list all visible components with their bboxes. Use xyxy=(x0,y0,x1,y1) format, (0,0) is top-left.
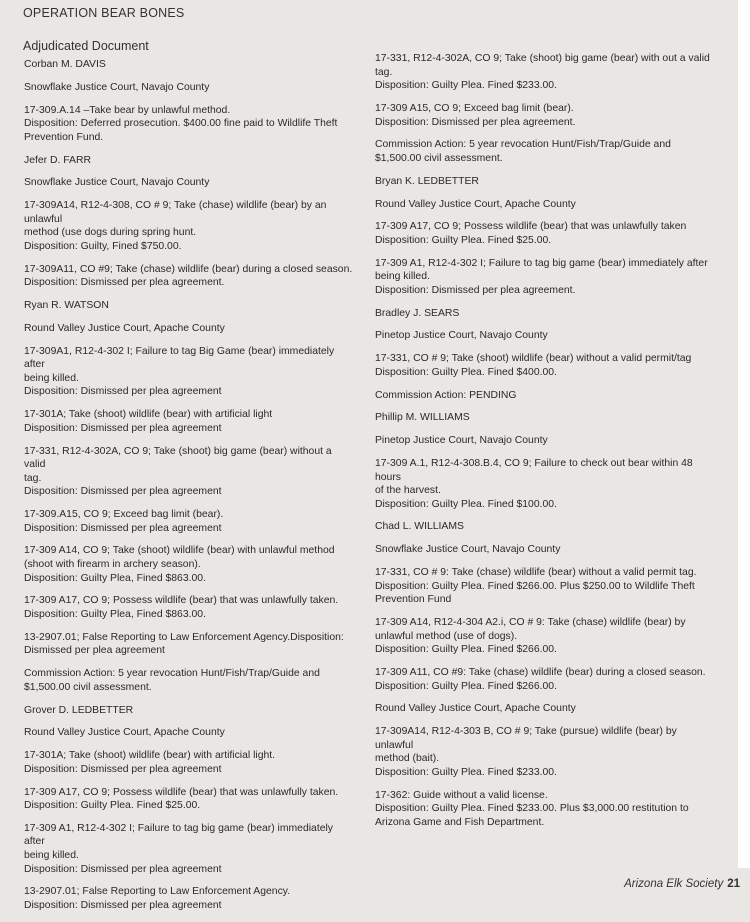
text-line: being killed. xyxy=(375,271,430,283)
left-column xyxy=(24,58,354,922)
text-line: Disposition: Dismissed per plea agreement. xyxy=(375,284,576,296)
text-line: Disposition: Dismissed per plea agreement xyxy=(24,900,222,912)
page-edge-strip xyxy=(738,0,750,868)
text-line: 13-2907.01; False Reporting to Law Enforcement Agency. xyxy=(24,886,291,898)
text-line: Commission Action: 5 year revocation Hunt/Fish/Trap/Guide and xyxy=(24,668,320,680)
page-footer xyxy=(624,878,740,890)
text-line: Bryan K. LEDBETTER xyxy=(375,175,479,187)
text-line: Disposition: Dismissed per plea agreement. xyxy=(375,116,576,128)
text-line: $1,500.00 civil assessment. xyxy=(24,681,152,693)
text-line: 17-309 A1, R12-4-302 I; Failure to tag big game (bear) immediately after xyxy=(24,822,333,848)
text-line: Disposition: Guilty Plea. Fined $266.00. Plus $250.00 to Wildlife Theft xyxy=(375,580,695,592)
text-line: Disposition: Dismissed per plea agreement xyxy=(24,486,222,498)
text-line: unlawful method (use of dogs). xyxy=(375,630,518,642)
text-line: 17-309.A15, CO 9; Exceed bag limit (bear). xyxy=(24,509,224,521)
court-name xyxy=(375,434,715,448)
charge-entry xyxy=(24,104,354,145)
text-line: Round Valley Justice Court, Apache County xyxy=(24,727,225,739)
charge-entry xyxy=(24,345,354,399)
charge-entry xyxy=(24,199,354,253)
text-line: Round Valley Justice Court, Apache County xyxy=(375,198,576,210)
charge-entry xyxy=(24,631,354,658)
text-line: Disposition: Dismissed per plea agreement xyxy=(24,763,222,775)
text-line: Disposition: Guilty Plea. Fined $233.00. xyxy=(375,766,557,778)
text-line: Jefer D. FARR xyxy=(24,154,91,166)
court-name xyxy=(24,322,354,336)
text-line: being killed. xyxy=(24,850,79,862)
text-line: 17-309 A.1, R12-4-308.B.4, CO 9; Failure to check out bear within 48 hours xyxy=(375,457,693,483)
charge-entry xyxy=(375,789,715,830)
charge-entry xyxy=(375,138,715,165)
text-line: Disposition: Guilty Plea. Fined $25.00. xyxy=(375,234,552,246)
text-line: Disposition: Guilty Plea. Fined $100.00. xyxy=(375,498,557,510)
text-line: Snowflake Justice Court, Navajo County xyxy=(24,81,210,93)
charge-entry xyxy=(24,822,354,876)
text-line: Corban M. DAVIS xyxy=(24,59,106,70)
charge-entry xyxy=(375,52,715,93)
article-title: OPERATION BEAR BONES xyxy=(23,6,185,20)
text-line: Disposition: Dismissed per plea agreement xyxy=(24,863,222,875)
text-line: being killed. xyxy=(24,372,79,384)
text-line: Disposition: Guilty Plea. Fined $233.00. xyxy=(375,80,557,92)
text-line: (shoot with firearm in archery season). xyxy=(24,559,201,571)
text-line: $1,500.00 civil assessment. xyxy=(375,152,503,164)
text-line: Phillip M. WILLIAMS xyxy=(375,412,470,424)
charge-entry xyxy=(375,566,715,607)
text-line: Commission Action: PENDING xyxy=(375,389,517,401)
charge-entry xyxy=(24,263,354,290)
charge-entry xyxy=(375,220,715,247)
text-line: 17-309 A14, CO 9; Take (shoot) wildlife (bear) with unlawful method xyxy=(24,545,335,557)
text-line: Arizona Game and Fish Department. xyxy=(375,816,545,828)
publication-name: Arizona Elk Society xyxy=(624,878,724,890)
text-line: Snowflake Justice Court, Navajo County xyxy=(24,177,210,189)
text-line: 17-362: Guide without a valid license. xyxy=(375,789,548,801)
court-name xyxy=(375,198,715,212)
text-line: Disposition: Guilty Plea. Fined $25.00. xyxy=(24,800,201,812)
text-line: Pinetop Justice Court, Navajo County xyxy=(375,435,548,447)
text-line: 17-309 A14, R12-4-304 A2.i, CO # 9: Take (chase) wildlife (bear) by xyxy=(375,617,686,628)
defendant-name xyxy=(24,299,354,313)
charge-entry xyxy=(24,508,354,535)
text-line: 13-2907.01; False Reporting to Law Enforcement Agency.Disposition: xyxy=(24,631,344,643)
defendant-name xyxy=(375,307,715,321)
defendant-name xyxy=(24,704,354,718)
text-line: Disposition: Guilty Plea. Fined $266.00. xyxy=(375,644,557,656)
court-name xyxy=(24,726,354,740)
charge-entry xyxy=(375,102,715,129)
text-line: Disposition: Guilty Plea, Fined $863.00. xyxy=(24,609,206,621)
text-line: 17-309A11, CO #9; Take (chase) wildlife (bear) during a closed season. xyxy=(24,263,353,275)
charge-entry xyxy=(24,667,354,694)
text-line: Disposition: Guilty Plea. Fined $233.00. Plus $3,000.00 restitution to xyxy=(375,803,689,815)
court-name xyxy=(24,176,354,190)
charge-entry xyxy=(375,666,715,693)
text-line: Disposition: Guilty Plea, Fined $863.00. xyxy=(24,572,206,584)
text-line: 17-331, CO # 9; Take (shoot) wildlife (bear) without a valid permit/tag xyxy=(375,353,692,365)
charge-entry xyxy=(375,457,715,511)
text-line: Ryan R. WATSON xyxy=(24,300,109,312)
text-line: 17-309A1, R12-4-302 I; Failure to tag Big Game (bear) immediately after xyxy=(24,345,335,371)
text-line: tag. xyxy=(24,472,42,484)
right-column xyxy=(375,52,715,839)
article-subtitle: Adjudicated Document xyxy=(23,39,149,53)
text-line: 17-309 A17, CO 9; Possess wildlife (bear) that was unlawfully taken xyxy=(375,221,687,233)
court-name xyxy=(375,329,715,343)
text-line: Disposition: Guilty Plea. Fined $266.00. xyxy=(375,680,557,692)
defendant-name xyxy=(375,520,715,534)
charge-entry xyxy=(24,408,354,435)
charge-entry xyxy=(375,389,715,403)
text-line: method (use dogs during spring hunt. xyxy=(24,227,197,239)
text-line: 17-309A14, R12-4-303 B, CO # 9; Take (pursue) wildlife (bear) by unlawful xyxy=(375,726,677,751)
text-line: 17-309A14, R12-4-308, CO # 9; Take (chase) wildlife (bear) by an unlawful xyxy=(24,200,327,225)
court-name xyxy=(375,702,715,716)
text-line: Disposition: Dismissed per plea agreement xyxy=(24,522,222,534)
text-line: Disposition: Deferred prosecution. $400.00 fine paid to Wildlife Theft xyxy=(24,118,338,130)
charge-entry xyxy=(24,885,354,912)
text-line: of the harvest. xyxy=(375,485,441,497)
defendant-name xyxy=(375,411,715,425)
text-line: Commission Action: 5 year revocation Hunt/Fish/Trap/Guide and xyxy=(375,139,671,151)
defendant-name xyxy=(24,154,354,168)
charge-entry xyxy=(24,786,354,813)
charge-entry xyxy=(375,352,715,379)
text-line: 17-309 A11, CO #9: Take (chase) wildlife (bear) during a closed season. xyxy=(375,666,706,678)
text-line: 17-309.A.14 –Take bear by unlawful method. xyxy=(24,104,231,116)
text-line: Snowflake Justice Court, Navajo County xyxy=(375,544,561,556)
text-line: Prevention Fund. xyxy=(24,131,104,143)
text-line: 17-331, R12-4-302A, CO 9; Take (shoot) big game (bear) without a valid xyxy=(24,445,332,471)
text-line: 17-309 A15, CO 9; Exceed bag limit (bear). xyxy=(375,102,574,114)
court-name xyxy=(24,81,354,95)
text-line: Round Valley Justice Court, Apache County xyxy=(24,322,225,334)
text-line: Chad L. WILLIAMS xyxy=(375,521,464,533)
text-line: Bradley J. SEARS xyxy=(375,307,460,319)
defendant-name xyxy=(24,58,354,72)
text-line: 17-301A; Take (shoot) wildlife (bear) with artificial light. xyxy=(24,750,276,762)
page-number: 21 xyxy=(727,878,740,890)
text-line: 17-331, R12-4-302A, CO 9; Take (shoot) big game (bear) with out a valid xyxy=(375,53,710,64)
text-line: 17-331, CO # 9: Take (chase) wildlife (bear) without a valid permit tag. xyxy=(375,567,697,579)
text-line: Disposition: Guilty, Fined $750.00. xyxy=(24,240,182,252)
text-line: Disposition: Dismissed per plea agreement. xyxy=(24,277,225,289)
charge-entry xyxy=(24,594,354,621)
text-line: Disposition: Guilty Plea. Fined $400.00. xyxy=(375,366,557,378)
defendant-name xyxy=(375,175,715,189)
text-line: Dismissed per plea agreement xyxy=(24,645,165,657)
article-header xyxy=(23,6,184,53)
text-line: tag. xyxy=(375,66,393,78)
text-line: Disposition: Dismissed per plea agreement xyxy=(24,386,222,398)
text-line: 17-309 A17, CO 9; Possess wildlife (bear) that was unlawfully taken. xyxy=(24,786,339,798)
text-line: Round Valley Justice Court, Apache County xyxy=(375,703,576,715)
charge-entry xyxy=(375,257,715,298)
text-line: Prevention Fund xyxy=(375,594,452,606)
charge-entry xyxy=(24,445,354,499)
text-line: 17-309 A1, R12-4-302 I; Failure to tag big game (bear) immediately after xyxy=(375,257,708,269)
text-line: Disposition: Dismissed per plea agreement xyxy=(24,422,222,434)
text-line: 17-309 A17, CO 9; Possess wildlife (bear) that was unlawfully taken. xyxy=(24,595,339,607)
charge-entry xyxy=(375,616,715,657)
charge-entry xyxy=(24,749,354,776)
charge-entry xyxy=(24,544,354,585)
text-line: 17-301A; Take (shoot) wildlife (bear) with artificial light xyxy=(24,409,273,421)
text-line: method (bait). xyxy=(375,753,440,765)
charge-entry xyxy=(375,725,715,779)
text-line: Pinetop Justice Court, Navajo County xyxy=(375,330,548,342)
text-line: Grover D. LEDBETTER xyxy=(24,704,134,716)
court-name xyxy=(375,543,715,557)
